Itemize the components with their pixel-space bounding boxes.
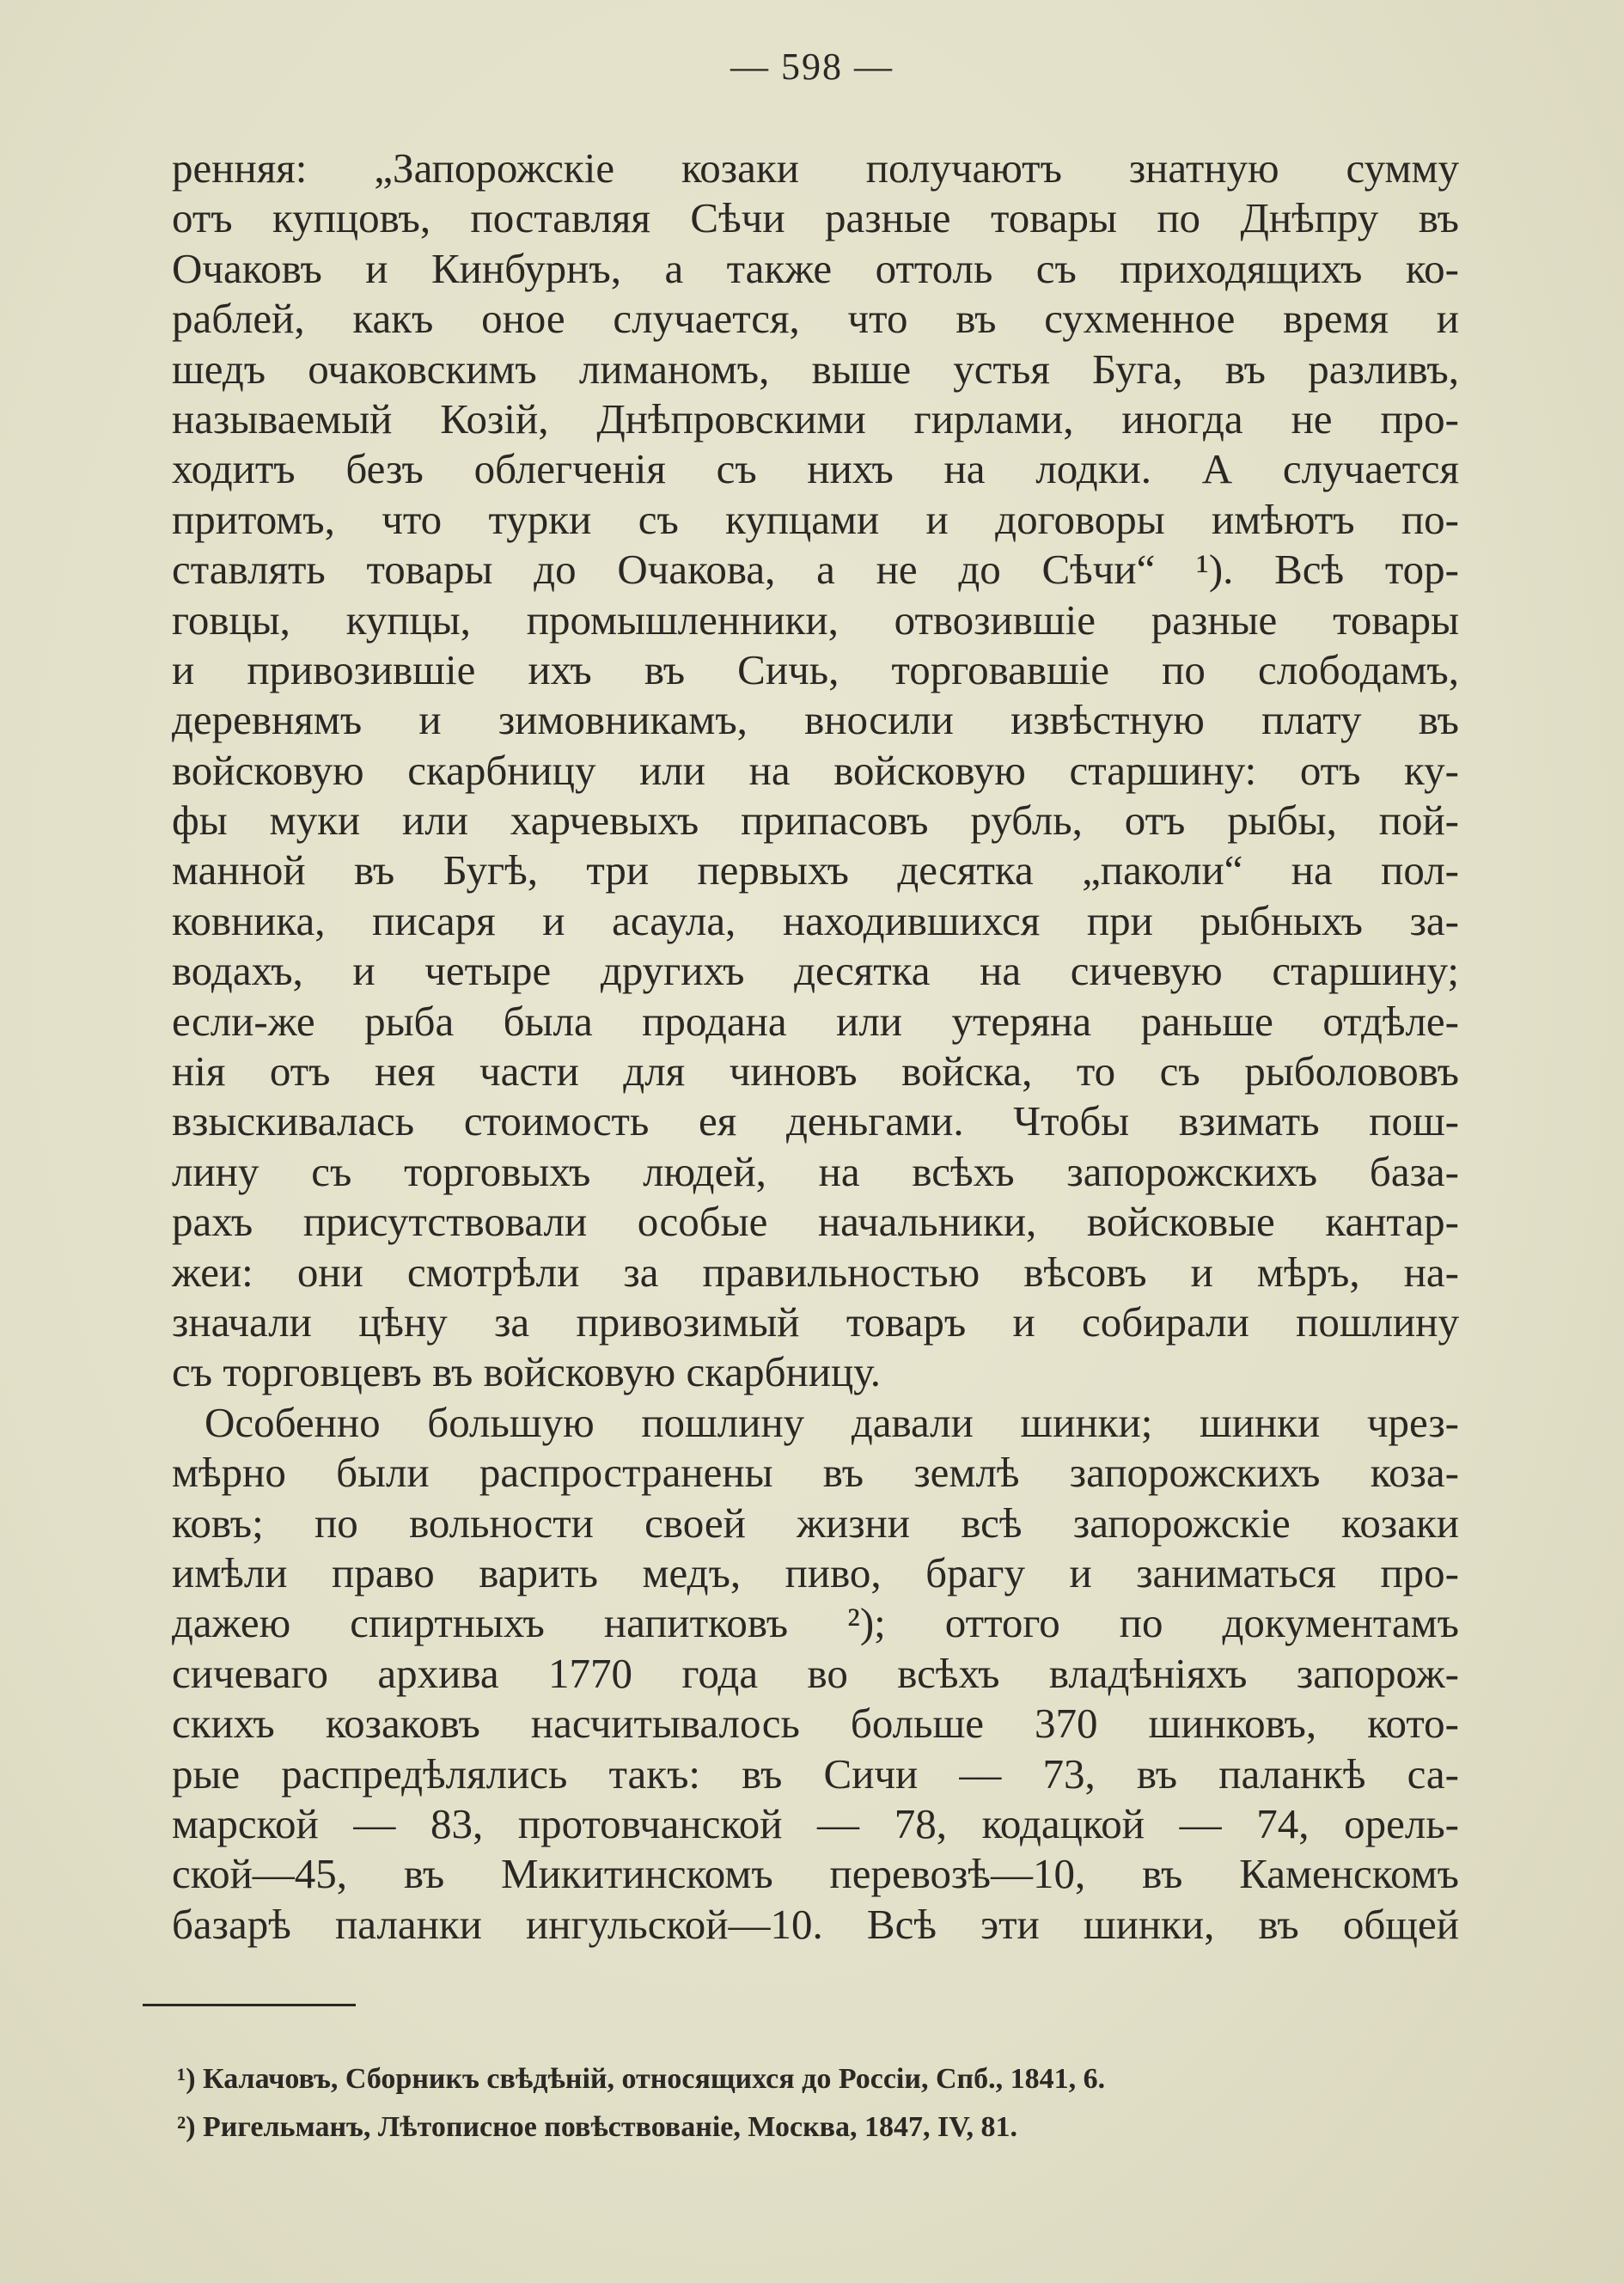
text-line: рахъ присутствовали особые начальники, войсковые кантар- [172,1198,1459,1246]
text-line: базарѣ паланки ингульской—10. Всѣ эти шинки, въ общей [172,1900,1459,1948]
text-line: раблей, какъ оное случается, что въ сухменное время и [172,295,1459,343]
text-line: войсковую скарбницу или на войсковую старшину: отъ ку- [172,746,1459,794]
text-line: жеи: они смотрѣли за правильностью вѣсовъ и мѣръ, на- [172,1248,1459,1296]
main-text [172,143,1459,1950]
text-line: рые распредѣлялись такъ: въ Сичи — 73, въ паланкѣ са- [172,1749,1459,1798]
text-line: ренняя: „Запорожскіе козаки получаютъ знатную сумму [172,144,1459,192]
text-line: лину съ торговыхъ людей, на всѣхъ запорожскихъ база- [172,1147,1459,1195]
footnote-1: ¹) Калачовъ, Сборникъ свѣдѣній, относящихся до Россіи, Спб., 1841, 6. [177,2063,1106,2095]
text-line: взыскивалась стоимость ея деньгами. Чтобы взимать пош- [172,1097,1459,1145]
text-line: Особенно большую пошлину давали шинки; шинки чрез- [205,1398,1459,1446]
paragraph-1 [172,143,1459,1398]
text-line: ковъ; по вольности своей жизни всѣ запорожскіе козаки [172,1499,1459,1547]
text-line: ской—45, въ Микитинскомъ перевозѣ—10, въ Каменскомъ [172,1850,1459,1898]
footnote-2: ²) Ригельманъ, Лѣтописное повѣствованіе, Москва, 1847, IV, 81. [177,2111,1017,2143]
footnotes [177,2055,1466,2152]
text-line: имѣли право варить медъ, пиво, брагу и заниматься про- [172,1548,1459,1596]
text-line: и привозившіе ихъ въ Сичь, торговавшіе по слободамъ, [172,645,1459,693]
text-line: ставлять товары до Очакова, а не до Сѣчи“ ¹). Всѣ тор- [172,546,1459,594]
paragraph-2 [172,1398,1459,1950]
text-line: скихъ козаковъ насчитывалось больше 370 шинковъ, кото- [172,1700,1459,1748]
text-line: сичеваго архива 1770 года во всѣхъ владѣніяхъ запорож- [172,1649,1459,1697]
text-line: если-же рыба была продана или утеряна раньше отдѣле- [172,997,1459,1045]
text-line: притомъ, что турки съ купцами и договоры имѣютъ по- [172,495,1459,543]
text-line: фы муки или харчевыхъ припасовъ рубль, отъ рыбы, пой- [172,797,1459,845]
text-line: ковника, писаря и асаула, находившихся при рыбныхъ за- [172,896,1459,944]
text-line: называемый Козій, Днѣпровскими гирлами, иногда не про- [172,394,1459,443]
text-line: Очаковъ и Кинбурнъ, а также оттоль съ приходящихъ ко- [172,244,1459,292]
page-number: — 598 — [730,46,894,88]
text-line: деревнямъ и зимовникамъ, вносили извѣстную плату въ [172,696,1459,744]
text-line: манной въ Бугѣ, три первыхъ десятка „паколи“ на пол- [172,846,1459,894]
text-line: говцы, купцы, промышленники, отвозившіе разные товары [172,595,1459,644]
text-line: марской — 83, протовчанской — 78, кодацкой — 74, орель- [172,1799,1459,1847]
text-line: нія отъ нея части для чиновъ войска, то съ рыболововъ [172,1047,1459,1096]
text-line: ходитъ безъ облегченія съ нихъ на лодки. А случается [172,445,1459,493]
text-line: водахъ, и четыре другихъ десятка на сичевую старшину; [172,947,1459,995]
text-line: мѣрно были распространены въ землѣ запорожскихъ коза- [172,1449,1459,1497]
footnote-divider [143,2004,356,2006]
text-line: значали цѣну за привозимый товаръ и собирали пошлину [172,1297,1459,1346]
text-line: отъ купцовъ, поставляя Сѣчи разные товары по Днѣпру въ [172,194,1459,242]
text-line: дажею спиртныхъ напитковъ ²); оттого по документамъ [172,1599,1459,1647]
text-line: съ торговцевъ въ войсковую скарбницу. [172,1348,882,1396]
text-line: шедъ очаковскимъ лиманомъ, выше устья Буга, въ разливъ, [172,345,1459,393]
